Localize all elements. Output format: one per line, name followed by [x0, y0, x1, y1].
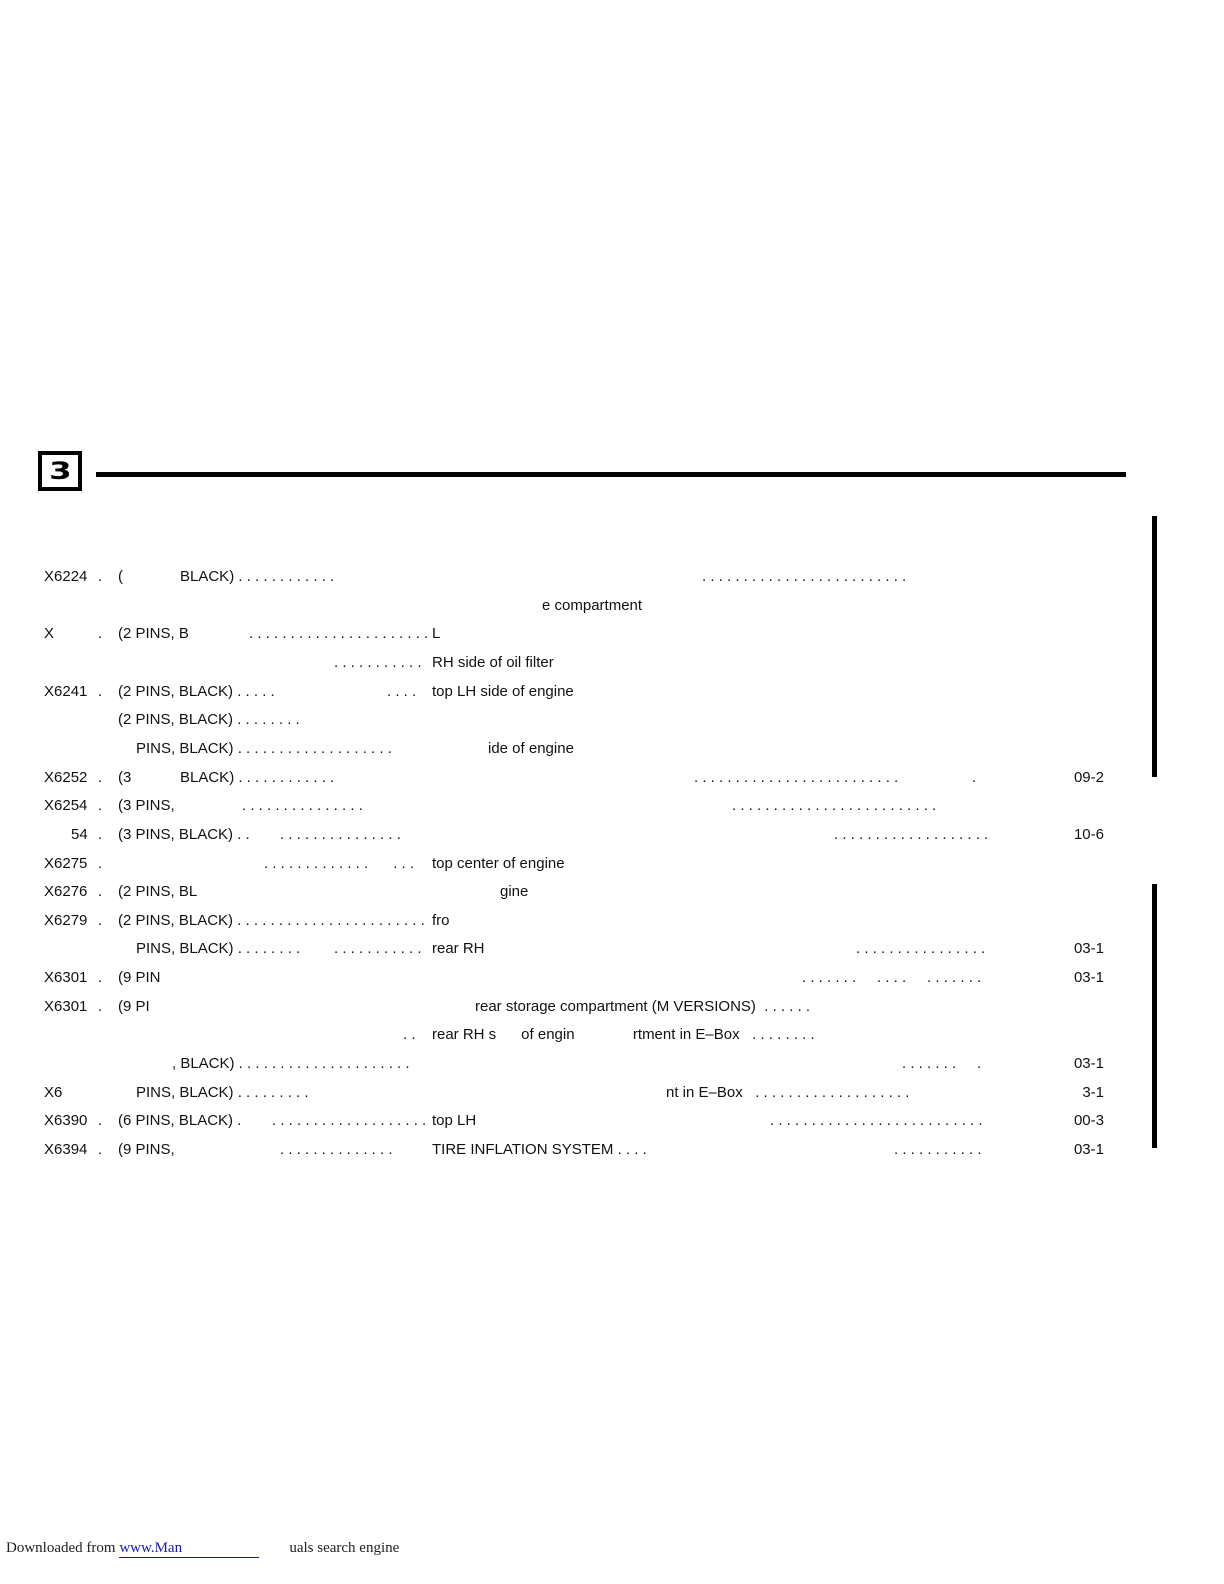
row-c5-text: top LH side of engine: [432, 682, 574, 700]
row-c3-text: (2 PINS, BLACK) . . . . . . . . . . . . . . . . . . . . . . .: [118, 911, 425, 929]
row-c5-text: ide of engine: [488, 739, 574, 757]
row-c5-text: top center of engine: [432, 854, 565, 872]
row-c3-text: (: [118, 568, 123, 585]
row-c2-text: .: [98, 1112, 103, 1130]
row-c2-text: .: [98, 825, 103, 843]
row-c5-text: top LH: [432, 1112, 477, 1130]
row-c1-text: X6279: [44, 911, 88, 929]
row-c2-text: .: [98, 682, 103, 700]
row-c1-text: X6390: [44, 1112, 88, 1130]
row-c5-text: TIRE INFLATION SYSTEM . . . .: [432, 1141, 647, 1158]
row-c2-text: .: [98, 854, 103, 872]
row-c2-text: .: [98, 625, 103, 643]
row-c2-text: .: [98, 568, 103, 585]
row-c2-text: .: [98, 969, 103, 987]
row-c4-text: . . . . . . . . . . . . . . .: [280, 825, 401, 843]
index-row: [0, 738, 1224, 760]
row-c4-text: . . . . . . . . . . . . . . .: [242, 797, 363, 815]
row-c5-text: fro: [432, 911, 450, 929]
row-c3-text: PINS, BLACK) . . . . . . . . . . . . . . . . . . .: [136, 739, 392, 757]
row-c3-text: (3: [118, 768, 132, 786]
index-row: [0, 910, 1224, 932]
row-c4-text: BLACK) . . . . . . . . . . . .: [180, 768, 335, 786]
row-c4-text: BLACK) . . . . . . . . . . . .: [180, 568, 335, 585]
row-c4-text: . . . . . . . . . . . . . . . . . . .: [272, 1112, 427, 1130]
row-c3-text: (9 PINS,: [118, 1141, 175, 1158]
index-row: [0, 996, 1224, 1018]
section-number: 3: [48, 457, 72, 485]
row-c8-text: 3-1: [1082, 1083, 1104, 1101]
row-c4-text: . .: [403, 1026, 416, 1044]
index-row: [0, 853, 1224, 875]
row-c1-text: X6276: [44, 883, 88, 901]
footer-suffix: uals search engine: [289, 1540, 400, 1556]
row-c4-text: . . . . . . . . . . . . . . . .: [264, 854, 415, 872]
row-c1-text: X6394: [44, 1141, 88, 1158]
row-c4-text: . . . . . . . . . . . . . .: [280, 1141, 393, 1158]
row-c7-text: .: [971, 768, 976, 786]
row-c3-text: (6 PINS, BLACK) .: [118, 1112, 242, 1130]
row-c1-text: X6: [44, 1083, 63, 1101]
row-c3-text: , BLACK) . . . . . . . . . . . . . . . . . . . . .: [172, 1055, 410, 1073]
row-c1-text: X: [44, 625, 55, 643]
row-c5-text: rear storage compartment (M VERSIONS) . . . . . .: [475, 997, 811, 1015]
row-c6-text: . . . . . . . . . . . . . . . . . . . . . . . . .: [694, 768, 899, 786]
row-c5-text: gine: [500, 883, 529, 901]
row-c1-text: X6252: [44, 768, 88, 786]
row-c8-text: 03-1: [1073, 969, 1104, 987]
row-c6-text: . . . . . . . . . . . . . . . . . .: [802, 969, 982, 987]
index-row: [0, 1053, 1224, 1075]
row-c1-text: X6224: [44, 568, 88, 585]
index-row: [0, 881, 1224, 903]
index-row: [0, 824, 1224, 846]
row-c6-text: . . . . . . . . . . . . . . . .: [856, 940, 986, 958]
row-c8-text: 03-1: [1073, 940, 1104, 958]
index-row: [0, 595, 1224, 617]
row-c2-text: .: [98, 883, 103, 901]
header-rule: [96, 472, 1126, 477]
row-c3-text: (2 PINS, B: [118, 625, 189, 643]
row-c4-text: . . . . . . . . . . .: [334, 653, 422, 671]
index-row: [0, 623, 1224, 645]
download-footer: [6, 1540, 399, 1558]
row-c2-text: .: [98, 768, 103, 786]
row-c5-text: e compartment: [542, 596, 643, 614]
row-c1-text: X6301: [44, 997, 88, 1015]
row-c2-text: .: [98, 997, 103, 1015]
index-row: [0, 1024, 1224, 1046]
row-c8-text: 03-1: [1073, 1055, 1104, 1073]
row-c8-text: 03-1: [1073, 1141, 1104, 1158]
footer-prefix: Downloaded from: [6, 1540, 120, 1556]
index-row: [0, 967, 1224, 989]
row-c3-text: PINS, BLACK) . . . . . . . . .: [136, 1083, 309, 1101]
row-c3-text: (9 PIN: [118, 969, 161, 987]
row-c2-text: .: [98, 1141, 103, 1158]
index-row: [0, 1110, 1224, 1132]
row-c3-text: (2 PINS, BLACK) . . . . .: [118, 682, 275, 700]
row-c5-text: rear RH: [432, 940, 485, 958]
row-c3-text: (9 PI: [118, 997, 150, 1015]
index-row: [0, 681, 1224, 703]
footer-link[interactable]: www.Man: [119, 1540, 259, 1558]
index-row: [0, 938, 1224, 960]
row-c1-text: X6254: [44, 797, 88, 815]
row-c6-text: . . . . . . . . . . . . . . . . . . . . . . . . .: [732, 797, 937, 815]
row-c6-text: . . . . . . . . . . . . . . . . . . . . . . . . .: [702, 568, 907, 585]
row-c5-text: L: [432, 625, 441, 643]
row-c5-text: rear RH s of engin rtment in E–Box . . . . . . . .: [432, 1026, 815, 1044]
row-c1-text: X6241: [44, 682, 88, 700]
row-c3-text: PINS, BLACK) . . . . . . . .: [136, 940, 301, 958]
row-c6-text: . . . . . . . .: [902, 1055, 982, 1073]
row-c6-text: . . . . . . . . . . .: [894, 1141, 982, 1158]
row-c3-text: (3 PINS, BLACK) . .: [118, 825, 250, 843]
row-c6-text: . . . . . . . . . . . . . . . . . . . . . . . . . .: [770, 1112, 983, 1130]
row-c4-text: . . . . . . . . . . .: [334, 940, 422, 958]
row-c6-text: . . . . . . . . . . . . . . . . . . .: [834, 825, 989, 843]
row-c4-text: . . . .: [387, 682, 417, 700]
row-c5-text: nt in E–Box . . . . . . . . . . . . . . . . . . .: [666, 1083, 910, 1101]
index-row: [0, 795, 1224, 817]
row-c8-text: 00-3: [1073, 1112, 1104, 1130]
row-c3-text: (2 PINS, BL: [118, 883, 198, 901]
row-c3-text: (3 PINS,: [118, 797, 175, 815]
row-c8-text: 09-2: [1073, 768, 1104, 786]
row-c1-text: X6275: [44, 854, 88, 872]
row-c3-text: (2 PINS, BLACK) . . . . . . . .: [118, 711, 300, 729]
row-c2-text: .: [98, 911, 103, 929]
row-c8-text: 10-6: [1073, 825, 1104, 843]
row-c2-text: .: [98, 797, 103, 815]
row-c1-text: 54: [71, 825, 88, 843]
row-c5-text: RH side of oil filter: [432, 653, 554, 671]
index-row: [0, 709, 1224, 731]
row-c1-text: X6301: [44, 969, 88, 987]
index-row: [0, 566, 1224, 588]
index-row: [0, 1139, 1224, 1161]
index-row: [0, 652, 1224, 674]
row-c4-text: . . . . . . . . . . . . . . . . . . . . . .: [249, 625, 429, 643]
section-number-badge: [38, 451, 82, 491]
index-row: [0, 767, 1224, 789]
index-row: [0, 1082, 1224, 1104]
